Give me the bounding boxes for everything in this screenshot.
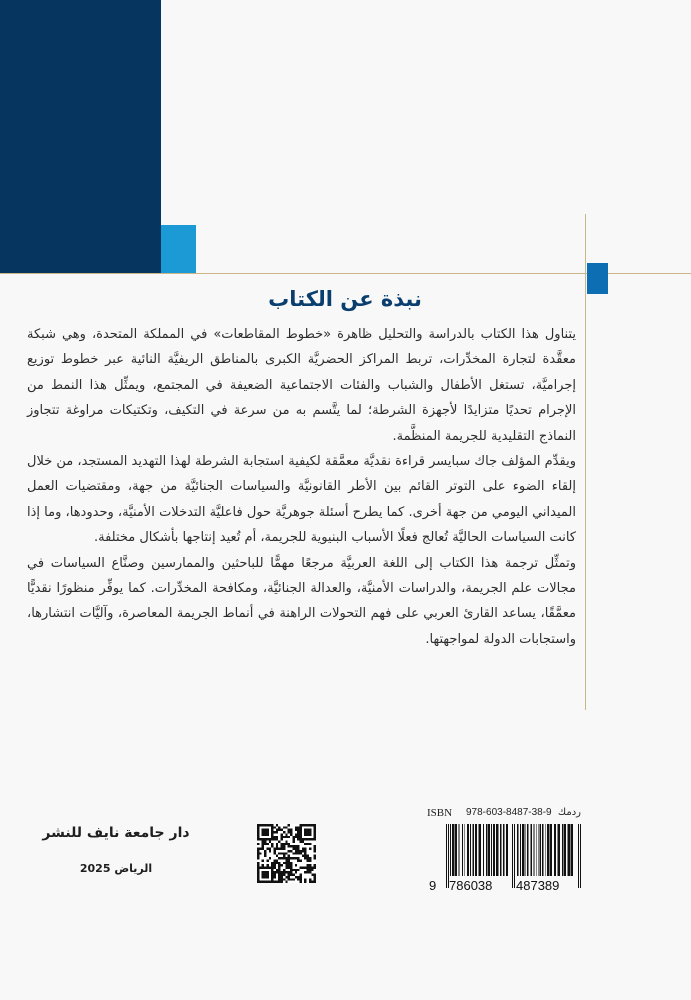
barcode-digits (429, 876, 581, 898)
publisher-city-year: الرياض 2025 (79, 862, 153, 875)
summary-body (27, 322, 576, 652)
barcode-digits-left: 786038 (449, 878, 493, 893)
barcode-digits-right: 487389 (516, 878, 560, 893)
summary-paragraph: ويقدِّم المؤلف جاك سبايسر قراءة نقديَّة معمَّقة لكيفية استجابة الشرطة لهذا التهديد المستجد، من خلال إلقاء الضوء على التوتر القائم بين الأطر القانونيَّة والسياسات الجنائيَّة من جهة، ومقتضيات العمل الميداني اليومي من جهة أخرى. كما يطرح أسئلة جوهريَّة حول فاعليَّة التدخلات الأمنيَّة، وحدودها، وما إذا كانت السياسات الحاليَّة تُعالج فعلًا الأسباب البنيوية للجريمة، أم تُعيد إنتاجها بأشكال مختلفة. (27, 454, 576, 546)
page-title: نبذة عن الكتاب (268, 287, 422, 311)
title-marker-square (587, 263, 608, 294)
summary-paragraph: يتناول هذا الكتاب بالدراسة والتحليل ظاهرة «خطوط المقاطعات» في المملكة المتحدة، وهي شبكة معقَّدة لتجارة المخدِّرات، تربط المراكز الحضريَّة الكبرى بالمناطق الريفيَّة النائية عبر خطوط توزيع إجراميَّة، تستغل الأطفال والشباب والفئات الاجتماعية الضعيفة في المجتمع، ويمثِّل هذا النمط من الإجرام تحديًا متزايدًا لأجهزة الشرطة؛ لما يتَّسم به من سرعة في التكيف، وتكتيكات مراوغة تتجاوز النماذج التقليدية للجريمة المنظَّمة. (27, 327, 576, 444)
vertical-gold-rule (585, 214, 586, 710)
cover-accent-square (161, 225, 196, 274)
isbn-number: 978-603-8487-38-9 (466, 807, 552, 818)
isbn-line (427, 807, 581, 823)
qr-code-icon (257, 824, 316, 883)
isbn-label-arabic: ردمك (557, 807, 581, 818)
publisher-name: دار جامعة نايف للنشر (42, 825, 190, 841)
summary-paragraph: وتمثِّل ترجمة هذا الكتاب إلى اللغة العربيَّة مرجعًا مهمًّا للباحثين والممارسين وصنَّاع السياسات في مجالات علم الجريمة، والدراسات الأمنيَّة، والعدالة الجنائيَّة، ومكافحة المخدِّرات. كما يوفِّر منظورًا نقديًّا معمَّقًا، يساعد القارئ العربي على فهم التحولات الراهنة في أنماط الجريمة المعاصرة، وآليَّات انتشارها، واستجابات الدولة لمواجهتها. (27, 555, 576, 647)
cover-navy-block (0, 0, 161, 274)
isbn-label: ISBN (427, 807, 453, 819)
barcode-digit-first: 9 (429, 878, 437, 893)
